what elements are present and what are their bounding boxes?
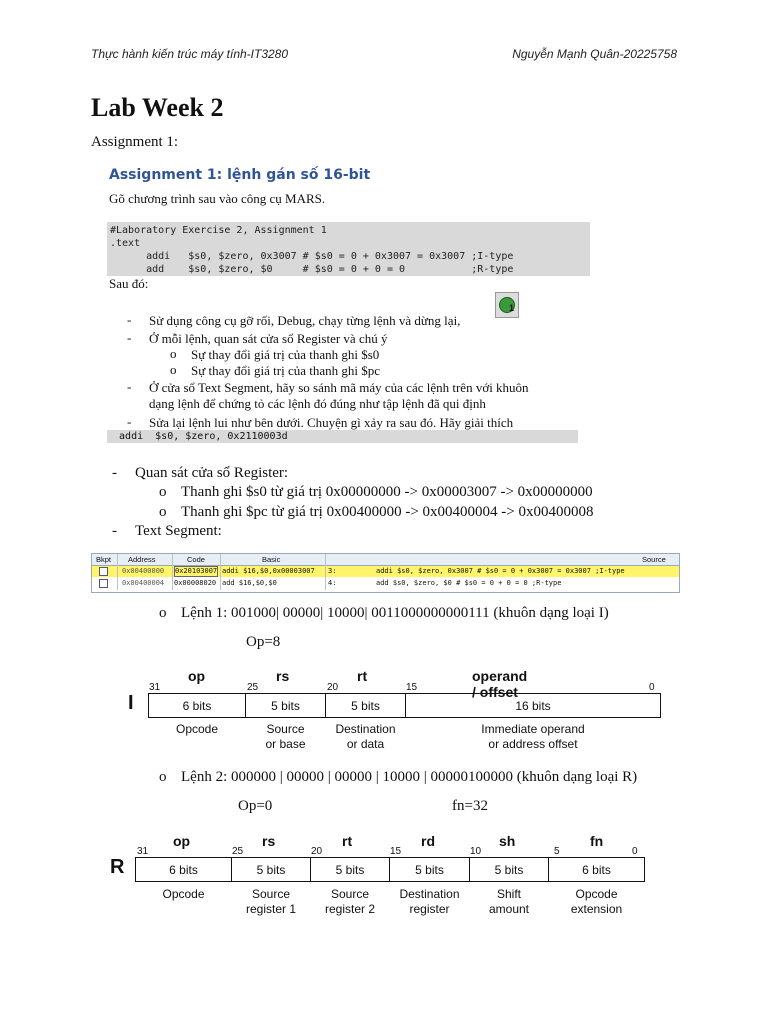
col-source: Source <box>642 555 666 564</box>
row-line: 3: <box>328 567 337 575</box>
field-desc: Destination register <box>399 887 460 916</box>
instr2-op: Op=0 <box>238 798 273 814</box>
row-address: 0x00400000 <box>122 567 165 575</box>
dash-marker: - <box>112 523 117 539</box>
assignment-label: Assignment 1: <box>91 134 179 150</box>
field-box: 16 bits <box>405 693 661 718</box>
register-heading: Quan sát cửa sổ Register: <box>135 465 289 481</box>
bit-number: 0 <box>632 846 638 857</box>
col-code: Code <box>187 555 205 564</box>
bullet-item-cont: dạng lệnh để chứng tỏ các lệnh đó đúng như tập lệnh đã qui định <box>149 396 486 411</box>
bit-number: 20 <box>327 682 339 693</box>
step-run-icon: 1 <box>495 292 519 318</box>
field-name: rt <box>342 833 353 849</box>
instr1-text: Lệnh 1: 001000| 00000| 10000| 0011000000000111 (khuôn dạng loại I) <box>181 605 609 621</box>
s0-observation: Thanh ghi $s0 từ giá trị 0x00000000 -> 0x00003007 -> 0x00000000 <box>181 484 593 500</box>
bit-number: 15 <box>390 846 402 857</box>
field-box: 5 bits <box>325 693 406 718</box>
field-desc: Destination or data <box>335 722 396 751</box>
code-line: add $s0, $zero, $0 # $s0 = 0 + 0 = 0 ;R-type <box>110 264 514 275</box>
field-box: 5 bits <box>310 857 390 882</box>
bullet-circle: o <box>159 769 167 785</box>
breakpoint-checkbox[interactable] <box>99 567 108 576</box>
bit-number: 20 <box>311 846 323 857</box>
field-name: fn <box>590 833 604 849</box>
field-box: 5 bits <box>389 857 470 882</box>
field-desc: Shift amount <box>488 887 530 916</box>
bullet-circle: o <box>170 362 177 377</box>
bullet-circle: o <box>159 605 167 621</box>
col-address: Address <box>128 555 156 564</box>
row-basic: add $16,$0,$0 <box>222 579 277 587</box>
assignment-image <box>107 165 590 445</box>
col-basic: Basic <box>262 555 281 564</box>
bit-number: 31 <box>149 682 161 693</box>
instr1-op: Op=8 <box>246 634 281 650</box>
bullet-item: Sửa lại lệnh lui như bên dưới. Chuyện gì xảy ra sau đó. Hãy giải thích <box>149 415 514 430</box>
bullet-item: Ở mỗi lệnh, quan sát cửa sổ Register và chú ý <box>149 331 388 346</box>
field-name: rt <box>357 668 368 684</box>
bullet-dash: - <box>127 414 132 429</box>
row-basic: addi $16,$0,0x00003007 <box>222 567 315 575</box>
bullet-dash: - <box>127 312 132 327</box>
instr2-fn: fn=32 <box>452 798 488 814</box>
row-code: 0x00008020 <box>174 579 217 587</box>
sub-bullet-item: Sự thay đổi giá trị của thanh ghi $pc <box>191 363 381 378</box>
header-course: Thực hành kiến trúc máy tính-IT3280 <box>91 47 289 61</box>
field-desc: Source register 2 <box>324 887 376 916</box>
field-name: op <box>173 833 191 849</box>
code-block <box>107 222 590 276</box>
field-box: 6 bits <box>548 857 645 882</box>
field-name: rd <box>421 833 435 849</box>
bit-number: 5 <box>554 846 560 857</box>
sub-bullet-item: Sự thay đổi giá trị của thanh ghi $s0 <box>191 347 380 362</box>
field-desc: Source or base <box>265 722 306 751</box>
field-box: 5 bits <box>231 857 311 882</box>
embedded-subtitle: Gõ chương trình sau vào công cụ MARS. <box>109 191 326 206</box>
field-name: op <box>188 668 206 684</box>
code-line: addi $s0, $zero, 0x3007 # $s0 = 0 + 0x3007 = 0x3007 ;I-type <box>110 251 514 262</box>
field-box: 5 bits <box>469 857 549 882</box>
row-code: 0x20103007 <box>175 567 218 575</box>
table-header <box>92 554 679 566</box>
after-label: Sau đó: <box>109 276 149 291</box>
field-box: 6 bits <box>148 693 246 718</box>
field-box: 5 bits <box>245 693 326 718</box>
field-name: sh <box>499 833 516 849</box>
field-name: operand / offset <box>472 668 528 700</box>
bullet-dash: - <box>127 330 132 345</box>
row-source: addi $s0, $zero, 0x3007 # $s0 = 0 + 0x3007 = 0x3007 ;I-type <box>376 567 625 575</box>
bit-number: 25 <box>232 846 244 857</box>
bit-number: 15 <box>406 682 418 693</box>
table-row[interactable] <box>92 566 679 577</box>
embedded-title: Assignment 1: lệnh gán số 16-bit <box>109 167 371 183</box>
dash-marker: - <box>112 465 117 481</box>
table-row[interactable] <box>92 578 679 589</box>
text-segment-table <box>91 553 680 593</box>
field-desc: Source register 1 <box>245 887 297 916</box>
code-line: #Laboratory Exercise 2, Assignment 1 <box>110 225 327 236</box>
bit-number: 0 <box>649 682 655 693</box>
format-letter: I <box>128 692 134 714</box>
pc-observation: Thanh ghi $pc từ giá trị 0x00400000 -> 0x00400004 -> 0x00400008 <box>181 504 594 520</box>
field-name: rs <box>276 668 290 684</box>
instr2-text: Lệnh 2: 000000 | 00000 | 00000 | 10000 | 00000100000 (khuôn dạng loại R) <box>181 769 638 785</box>
bit-number: 10 <box>470 846 482 857</box>
row-address: 0x00400004 <box>122 579 165 587</box>
page-title: Lab Week 2 <box>91 93 224 122</box>
segment-heading: Text Segment: <box>135 523 222 539</box>
field-box: 6 bits <box>135 857 232 882</box>
code-line: .text <box>110 238 141 249</box>
row-source: add $s0, $zero, $0 # $s0 = 0 + 0 = 0 ;R-type <box>376 579 562 587</box>
field-desc: Opcode <box>175 722 219 736</box>
field-desc: Immediate operand or address offset <box>481 722 585 751</box>
bullet-circle: o <box>159 504 167 520</box>
field-desc: Opcode extension <box>570 887 623 916</box>
row-line: 4: <box>328 579 337 587</box>
bullet-item: Sử dụng công cụ gỡ rối, Debug, chạy từng lệnh và dừng lại, <box>149 313 461 328</box>
bit-number: 25 <box>247 682 259 693</box>
header-author: Nguyễn Mạnh Quân-20225758 <box>512 47 677 61</box>
format-letter: R <box>110 856 125 878</box>
fix-code-line: addi $s0, $zero, 0x2110003d <box>107 430 578 443</box>
col-bkpt: Bkpt <box>96 555 112 564</box>
bullet-circle: o <box>170 346 177 361</box>
field-name: rs <box>262 833 276 849</box>
bullet-dash: - <box>127 379 132 394</box>
bullet-circle: o <box>159 484 167 500</box>
field-desc: Opcode <box>162 887 205 901</box>
bullet-item: Ở cửa sổ Text Segment, hãy so sánh mã máy của các lệnh trên với khuôn <box>149 380 529 395</box>
bit-number: 31 <box>137 846 149 857</box>
breakpoint-checkbox[interactable] <box>99 579 108 588</box>
